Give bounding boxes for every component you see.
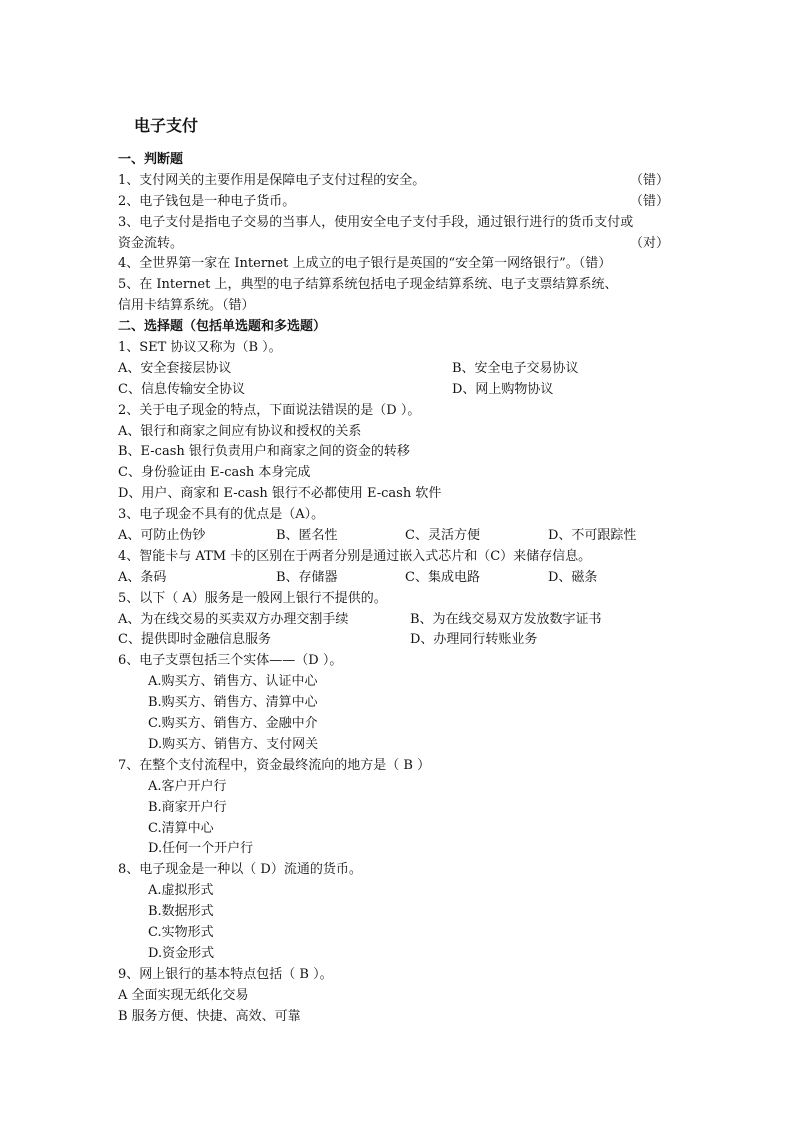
choice-question-9: 9、网上银行的基本特点包括（ B ）。 — [118, 966, 333, 982]
choice-question-6: 6、电子支票包括三个实体——（D ）。 — [118, 653, 343, 669]
option-d: D.任何一个开户行 — [148, 841, 254, 857]
judgment-question-4: 4、全世界第一家在 Internet 上成立的电子银行是英国的“安全第一网络银行”。（错） — [118, 256, 612, 272]
option-b: B、E-cash 银行负责用户和商家之间的资金的转移 — [118, 444, 410, 460]
question-text: 2、电子钱包是一种电子货币。 — [118, 193, 296, 209]
answer-mark: （错） — [630, 193, 670, 209]
option-c: C、信息传输安全协议 — [118, 381, 245, 397]
option-b: B.数据形式 — [148, 904, 214, 920]
option-a: A.虚拟形式 — [148, 883, 214, 899]
judgment-question-3-continued — [118, 234, 688, 255]
option-a: A、可防止伪钞 — [118, 528, 206, 544]
document-body — [118, 150, 688, 1027]
option-a: A、为在线交易的买卖双方办理交割手续 — [118, 611, 349, 627]
option-d: D.购买方、销售方、支付网关 — [148, 736, 319, 752]
option-d: D、磁条 — [548, 569, 598, 585]
choice-question-1: 1、SET 协议又称为（B ）。 — [118, 340, 282, 356]
option-c: C.购买方、销售方、金融中介 — [148, 716, 318, 732]
option-d: D、不可跟踪性 — [548, 528, 637, 544]
option-a: A、银行和商家之间应有协议和授权的关系 — [118, 423, 362, 439]
option-b: B 服务方便、快捷、高效、可靠 — [118, 1008, 301, 1024]
options-row — [118, 610, 688, 631]
answer-mark: （对） — [630, 235, 670, 251]
option-a: A、安全套接层协议 — [118, 360, 232, 376]
section-heading-true-false: 一、判断题 — [118, 152, 184, 167]
option-c: C.清算中心 — [148, 820, 214, 836]
choice-question-3: 3、电子现金不具有的优点是（A）。 — [118, 507, 325, 523]
option-b: B、匿名性 — [276, 528, 338, 544]
section-heading-choice: 二、选择题（包括单选题和多选题） — [118, 319, 327, 335]
option-d: D、网上购物协议 — [452, 381, 554, 397]
option-b: B.购买方、销售方、清算中心 — [148, 695, 318, 711]
judgment-question-5-continued: 信用卡结算系统。（错） — [118, 298, 255, 314]
choice-question-2: 2、关于电子现金的特点，下面说法错误的是（D ）。 — [118, 402, 421, 418]
option-b: B、安全电子交易协议 — [452, 360, 579, 376]
choice-question-7: 7、在整个支付流程中，资金最终流向的地方是（ B ） — [118, 757, 431, 773]
options-row — [118, 630, 688, 651]
choice-question-8: 8、电子现金是一种以（ D）流通的货币。 — [118, 862, 362, 878]
option-d: D.资金形式 — [148, 945, 215, 961]
option-c: C、提供即时金融信息服务 — [118, 632, 271, 648]
option-a: A.客户开户行 — [148, 778, 227, 794]
option-a: A 全面实现无纸化交易 — [118, 987, 249, 1003]
answer-mark: （错） — [630, 172, 670, 188]
option-c: C、灵活方便 — [405, 528, 480, 544]
option-d: D、用户、商家和 E-cash 银行不必都使用 E-cash 软件 — [118, 486, 442, 502]
choice-question-5: 5、以下（ A）服务是一般网上银行不提供的。 — [118, 590, 387, 606]
question-text: 1、支付网关的主要作用是保障电子支付过程的安全。 — [118, 172, 426, 188]
options-row — [118, 359, 688, 380]
choice-question-4: 4、智能卡与 ATM 卡的区别在于两者分别是通过嵌入式芯片和（C）来储存信息。 — [118, 548, 592, 564]
judgment-question-1 — [118, 171, 688, 192]
option-b: B.商家开户行 — [148, 799, 227, 815]
options-row — [118, 526, 688, 547]
judgment-question-3: 3、电子支付是指电子交易的当事人，使用安全电子支付手段，通过银行进行的货币支付或 — [118, 214, 634, 230]
option-a: A、条码 — [118, 569, 167, 585]
option-c: C、身份验证由 E-cash 本身完成 — [118, 465, 311, 481]
option-c: C、集成电路 — [405, 569, 480, 585]
option-b: B、存储器 — [276, 569, 338, 585]
judgment-question-5: 5、在 Internet 上，典型的电子结算系统包括电子现金结算系统、电子支票结算系统、 — [118, 277, 618, 293]
judgment-question-2 — [118, 192, 688, 213]
question-text: 资金流转。 — [118, 235, 184, 251]
option-a: A.购买方、销售方、认证中心 — [148, 674, 318, 690]
options-row — [118, 568, 688, 589]
options-row — [118, 380, 688, 401]
option-c: C.实物形式 — [148, 924, 214, 940]
option-b: B、为在线交易双方发放数字证书 — [410, 611, 602, 627]
page-title: 电子支付 — [134, 116, 199, 135]
option-d: D、办理同行转账业务 — [410, 632, 538, 648]
